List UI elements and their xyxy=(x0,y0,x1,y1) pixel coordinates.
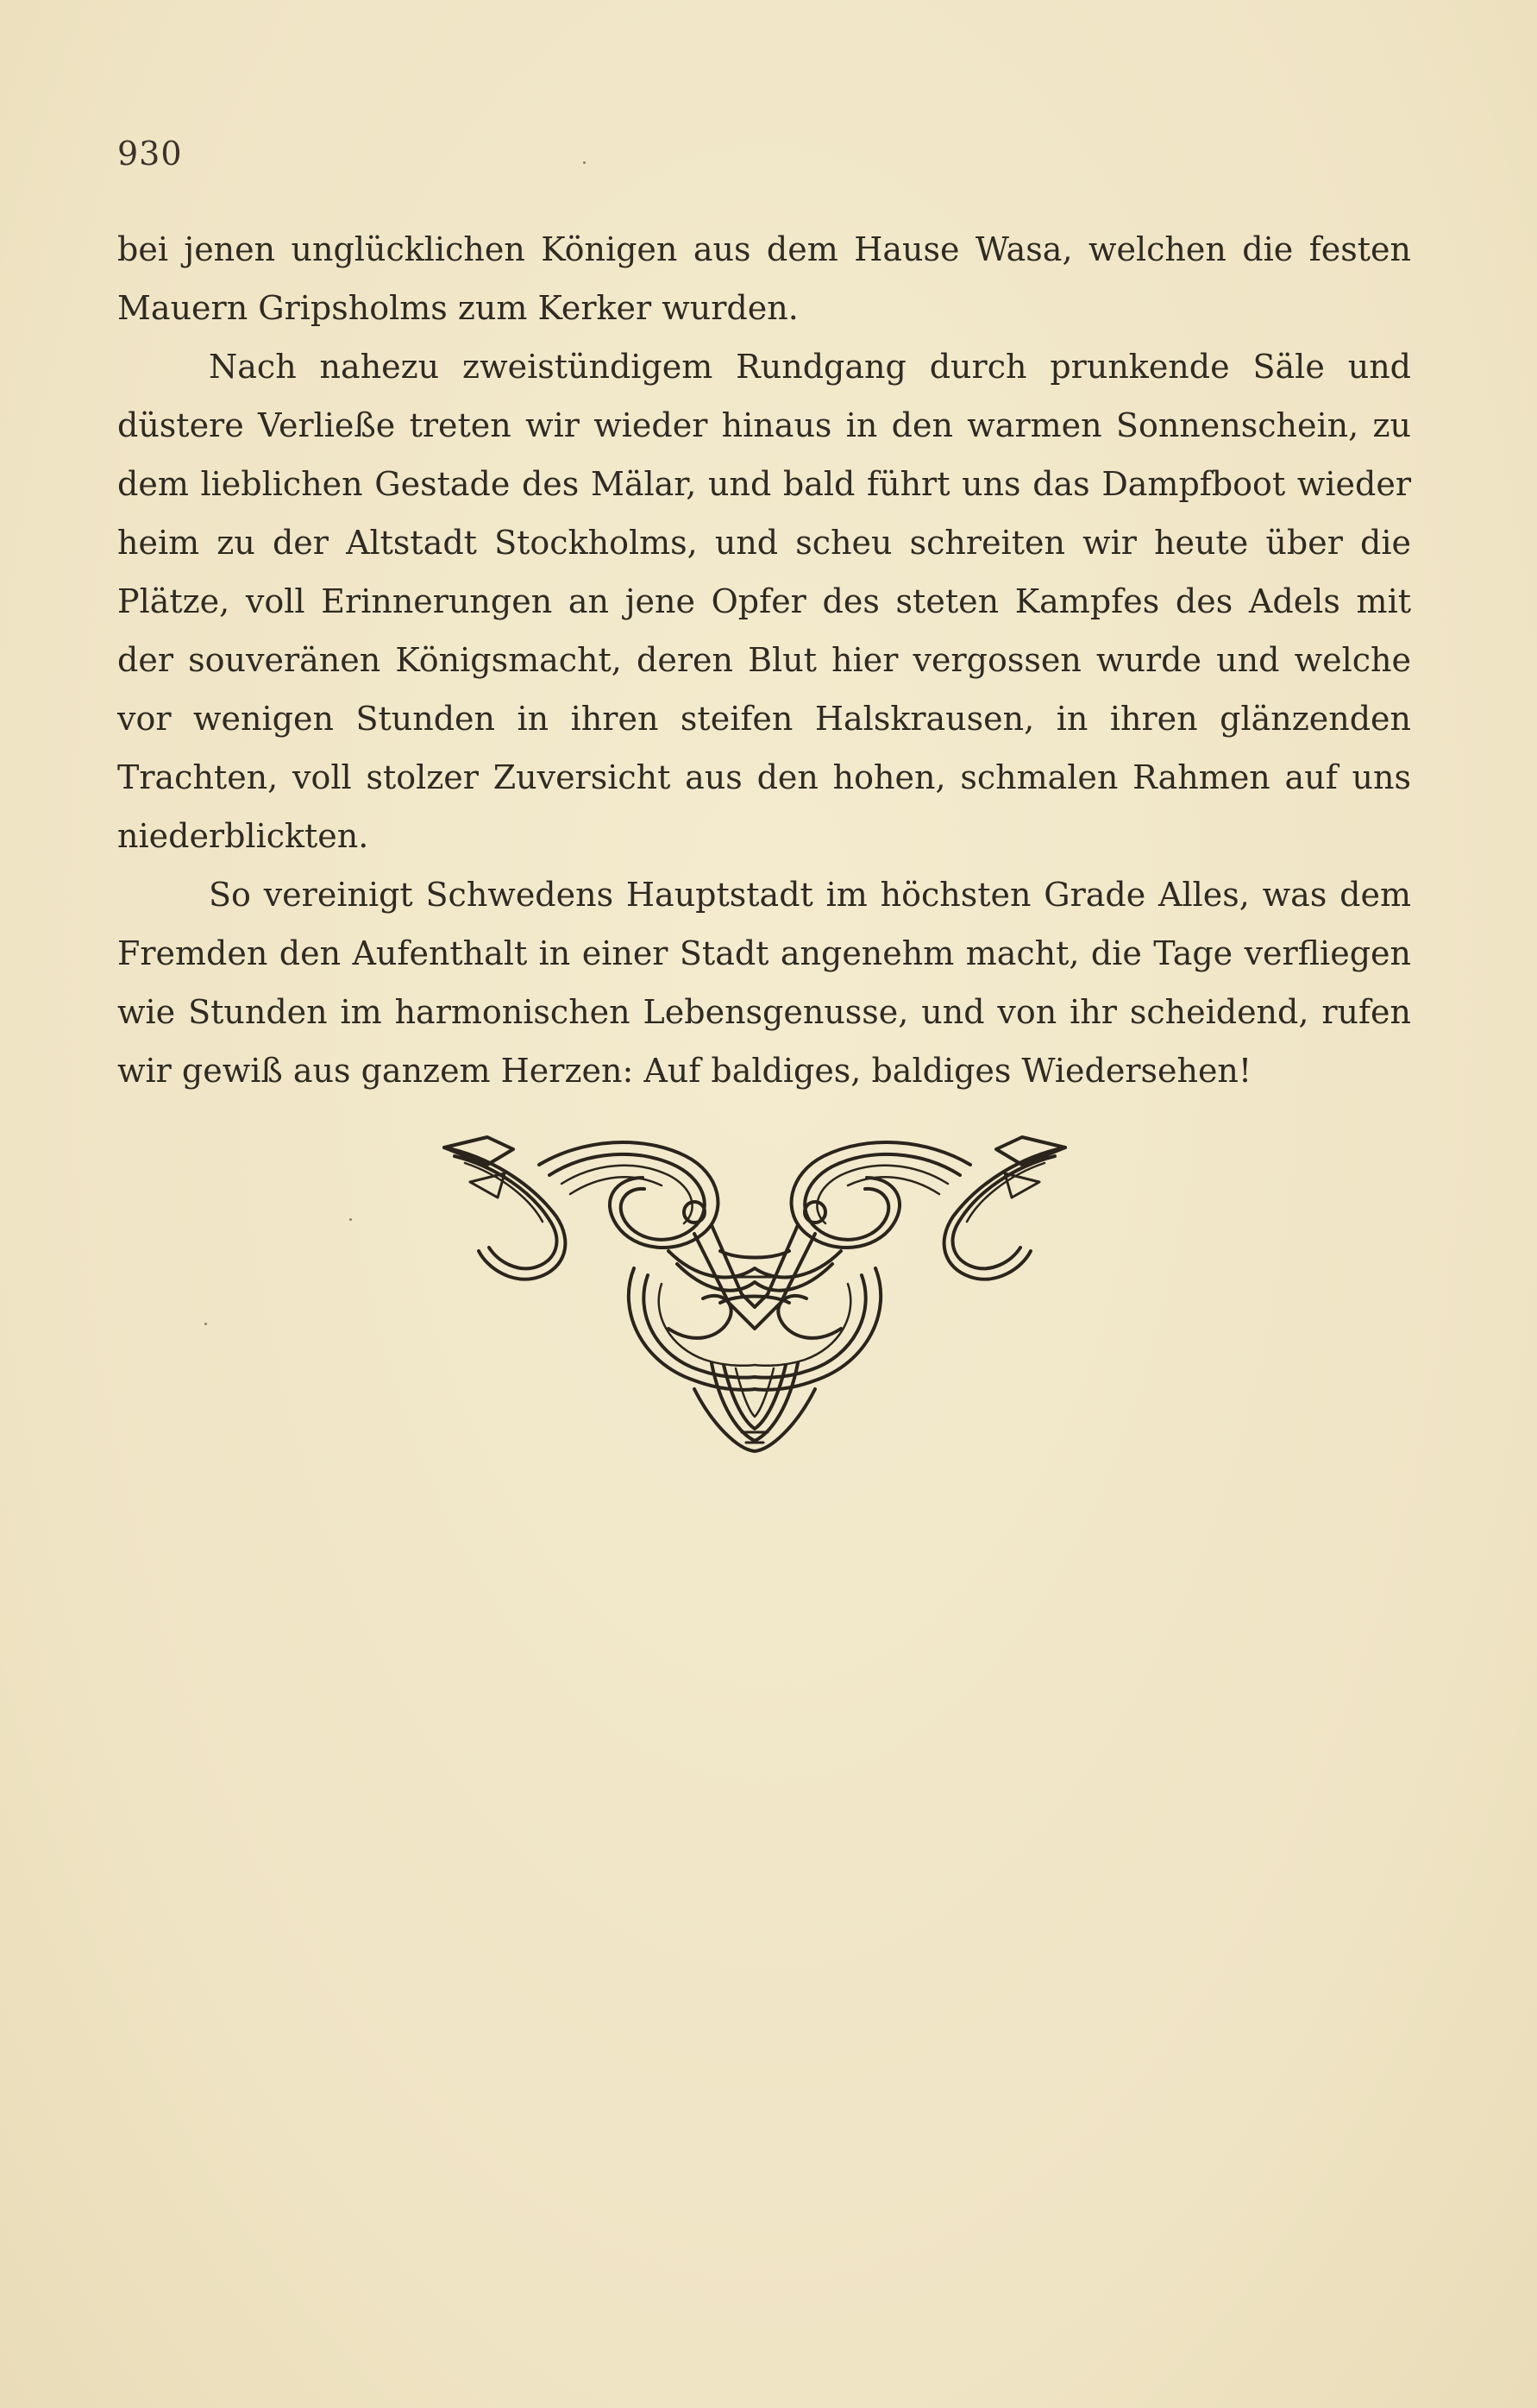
paper-speck xyxy=(204,1323,207,1325)
paper-speck xyxy=(349,1218,352,1221)
knotwork-ornament-icon xyxy=(436,1130,1074,1458)
paragraph-1: bei jenen unglücklichen Königen aus dem Hause Wasa, welchen die festen Mauern Gripsholms zum Kerker wurden. xyxy=(117,230,1411,327)
paragraph-2: Nach nahezu zweistündigem Rundgang durch prunkende Säle und düstere Verließe treten wir wieder hinaus in den warmen Sonnenschein, zu dem lieblichen Gestade des Mälar, und bald führt uns das Dampfboot wieder heim zu der Altstadt Stockholms, und scheu schreiten wir heute über die Plätze, voll Erinnerungen an jene Opfer des steten Kampfes des Adels mit der souveränen Königsmacht, deren Blut hier vergossen wurde und welche vor wenigen Stunden in ihren steifen Halskrausen, in ihren glänzenden Trachten, voll stolzer Zuversicht aus den hohen, schmalen Rahmen auf uns niederblickten. xyxy=(117,348,1411,855)
paper-speck xyxy=(583,161,586,164)
body-text xyxy=(117,220,1411,1100)
page-number: 930 xyxy=(117,135,183,173)
paragraph-3: So vereinigt Schwedens Hauptstadt im höchsten Grade Alles, was dem Fremden den Aufenthalt in einer Stadt angenehm macht, die Tage verfliegen wie Stunden im harmonischen Lebensgenusse, und von ihr scheidend, rufen wir gewiß aus ganzem Herzen: Auf baldiges, baldiges Wiedersehen! xyxy=(117,876,1411,1090)
